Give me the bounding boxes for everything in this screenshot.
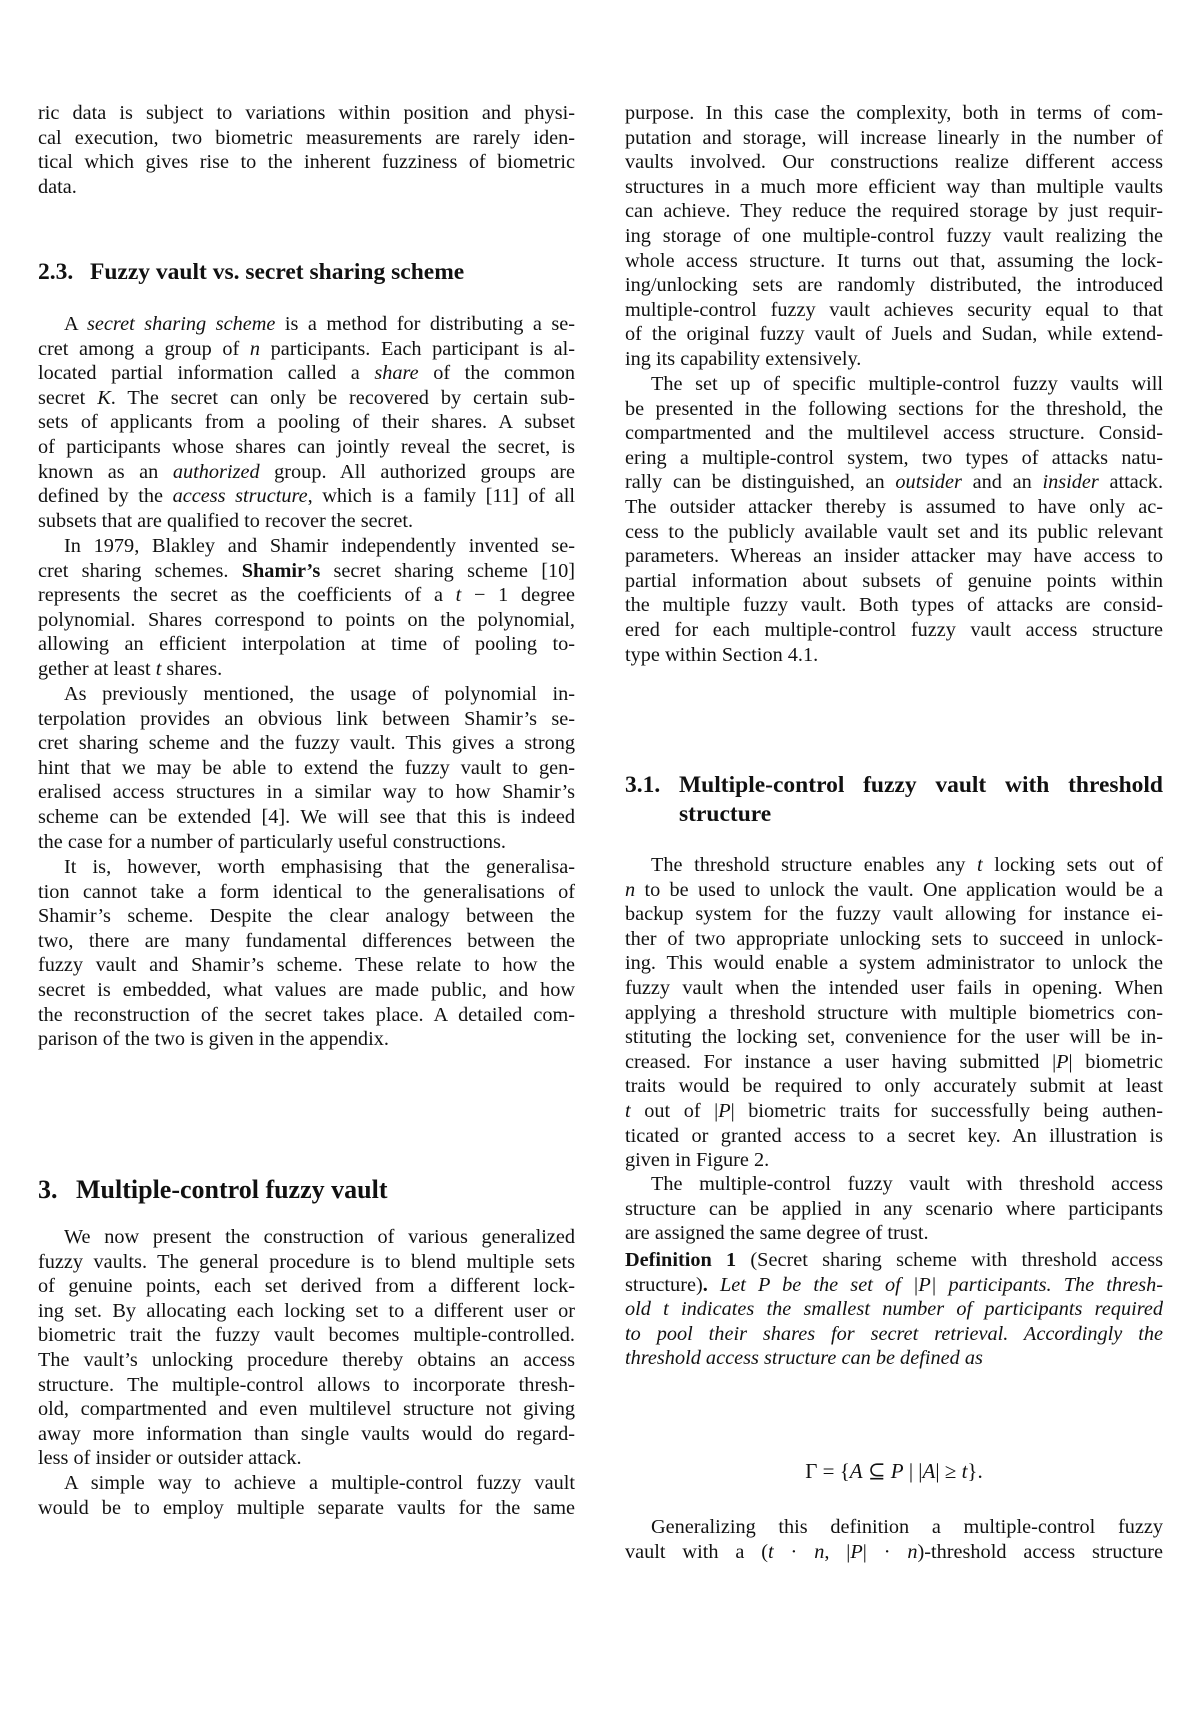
section-title: Multiple-control fuzzy vault with threshold: [679, 772, 1163, 798]
text-run: secret sharing scheme [10]: [320, 559, 575, 582]
text-run: applying a threshold structure with multiple biometrics con-: [625, 1001, 1163, 1024]
text-line: of the original fuzzy vault of Juels and Sudan, while extend-: [625, 323, 1163, 346]
text-run: fuzzy vault when the intended user fails in opening. When: [625, 977, 1163, 999]
text-line: [625, 926, 1163, 953]
italic-text: authorized: [172, 460, 260, 483]
section-number: 3.: [38, 1175, 58, 1204]
text-line: [625, 1049, 1163, 1076]
text-line: [38, 311, 575, 338]
text-line: The multiple-control fuzzy vault with threshold access: [651, 1173, 1163, 1195]
text-run: cret sharing schemes.: [38, 559, 242, 582]
text-run: sets of applicants from a pooling of their shares. A subset: [38, 411, 575, 434]
text-line: [625, 1345, 1163, 1372]
text-line: cal execution, two biometric measurements are rarely iden-: [38, 126, 575, 149]
text-line: [38, 385, 575, 412]
text-line: [625, 1073, 1163, 1100]
text-line: fuzzy vault and Shamir’s scheme. These relate to how the: [38, 954, 575, 977]
text-run: type within Section 4.1.: [625, 643, 819, 666]
italic-text: n: [907, 1540, 918, 1563]
text-run: , |: [824, 1540, 851, 1563]
italic-text: t: [155, 658, 162, 680]
text-line: [625, 494, 1163, 521]
italic-text: P: [850, 1540, 863, 1563]
section-heading: [38, 1175, 387, 1204]
italic-text: t: [976, 854, 983, 876]
text-line: [625, 420, 1163, 447]
text-line: scheme can be extended [4]. We will see that this is indeed: [38, 806, 575, 828]
section-heading: [625, 771, 1163, 829]
text-line: [625, 1272, 1163, 1299]
text-run: rally can be distinguished, an: [625, 471, 896, 494]
text-line: terpolation provides an obvious link between Shamir’s se-: [38, 707, 575, 730]
text-line: [38, 360, 575, 387]
text-line: ing storage of one multiple-control fuzzy vault realizing the: [625, 225, 1163, 247]
text-run: defined by the: [38, 485, 173, 508]
text-run: compartmented and the multilevel access structure. Consid-: [625, 422, 1163, 445]
text-line: structure can be applied in any scenario where participants: [625, 1197, 1163, 1220]
italic-text: Let P be the set of |P| participants. The thresh-: [719, 1273, 1164, 1296]
text-run: given in Figure 2.: [625, 1149, 770, 1172]
italic-text: K: [97, 386, 111, 409]
text-run: subsets that are qualified to recover the secret.: [38, 509, 414, 532]
text-line: [625, 617, 1163, 644]
text-line: can achieve. They reduce the required storage by just requir-: [625, 200, 1163, 223]
italic-text: outsider: [895, 471, 962, 494]
text-run: structure): [625, 1273, 703, 1296]
text-run: Generalizing this definition a multiple-control fuzzy: [651, 1516, 1163, 1538]
text-line: [38, 508, 575, 535]
text-line: cret sharing scheme and the fuzzy vault. This gives a strong: [38, 732, 575, 755]
text-run: ering a multiple-control system, two types of attacks natu-: [625, 446, 1163, 469]
text-line: [625, 1000, 1163, 1027]
text-run: ticated or granted access to a secret key. An illustration is: [625, 1124, 1163, 1147]
text-line: [38, 409, 575, 436]
text-run: of the common: [418, 362, 575, 385]
text-run: The outsider attacker thereby is assumed to have only ac-: [625, 496, 1163, 518]
text-run: ered for each multiple-control fuzzy vault access structure: [625, 619, 1163, 641]
bold-text: Shamir’s: [241, 559, 321, 582]
text-line: [625, 568, 1163, 595]
italic-text: P: [718, 1100, 731, 1122]
text-line: would be to employ multiple separate vaults for the same: [38, 1496, 575, 1519]
italic-text: threshold access structure can be defined as: [625, 1347, 983, 1370]
text-run: shares.: [161, 658, 223, 680]
text-run: The set up of specific multiple-control fuzzy vaults will: [651, 373, 1163, 395]
text-run: polynomial. Shares correspond to points on the polynomial,: [38, 608, 575, 631]
text-line: [625, 877, 1163, 904]
text-run: secret: [38, 386, 98, 409]
italic-text: t: [625, 1100, 631, 1122]
section-heading: [38, 258, 464, 287]
text-run: ·: [773, 1540, 815, 1563]
text-run: is a method for distributing a se-: [275, 313, 575, 335]
text-run: to be used to unlock the vault. One application would be a: [635, 878, 1163, 901]
text-line: structure. The multiple-control allows to incorporate thresh-: [38, 1373, 575, 1396]
italic-text: to pool their shares for secret retrieval. Accordingly the: [625, 1322, 1163, 1345]
text-line: [625, 1024, 1163, 1051]
text-line: [38, 631, 575, 658]
text-run: parameters. Whereas an insider attacker may have access to: [625, 545, 1163, 568]
text-line: [625, 642, 1163, 669]
text-run: . The secret can only be recovered by certain sub-: [110, 386, 575, 409]
italic-text: share: [374, 362, 419, 385]
text-line: [38, 459, 575, 486]
text-line: multiple-control fuzzy vault achieves security equal to that: [625, 298, 1163, 321]
text-line: putation and storage, will increase linearly in the number of: [625, 126, 1163, 149]
text-run: [708, 1274, 720, 1296]
italic-text: n: [625, 878, 636, 901]
text-line: the case for a number of particularly useful constructions.: [38, 830, 506, 853]
text-line: hint that we may be able to extend the fuzzy vault to gen-: [38, 756, 575, 779]
text-line: purpose. In this case the complexity, both in terms of com-: [625, 102, 1163, 124]
text-run: | biometric: [1068, 1050, 1163, 1073]
text-line: [625, 852, 1163, 879]
text-line: old, compartmented and even multilevel structure not giving: [38, 1398, 575, 1421]
text-run: traits would be required to only accurately submit at least: [625, 1075, 1163, 1098]
italic-text: insider: [1042, 471, 1099, 494]
text-run: The threshold structure enables any: [651, 854, 977, 876]
text-line: are assigned the same degree of trust.: [625, 1222, 929, 1245]
italic-text: n: [249, 337, 261, 360]
italic-text: P: [1056, 1050, 1069, 1073]
text-line: [625, 975, 1163, 1002]
text-run: and an: [961, 471, 1043, 494]
text-line: [625, 1539, 1163, 1566]
section-number: 3.1.: [625, 772, 661, 798]
text-line: [625, 1247, 1163, 1274]
text-line: [625, 519, 1163, 546]
text-run: − 1 degree: [461, 584, 575, 607]
text-line: [38, 656, 575, 683]
text-line: [625, 1296, 1163, 1323]
text-line: the reconstruction of the secret takes place. A detailed com-: [38, 1003, 575, 1026]
text-run: cess to the publicly available vault set and its public relevant: [625, 520, 1163, 543]
text-line: A simple way to achieve a multiple-control fuzzy vault: [64, 1472, 575, 1494]
text-line: Shamir’s scheme. Despite the clear analogy between the: [38, 905, 575, 928]
text-run: ing. This would enable a system administrator to unlock the: [625, 952, 1163, 975]
text-line: [625, 1514, 1163, 1541]
text-run: out of |: [630, 1100, 719, 1122]
text-line: [625, 1098, 1163, 1125]
text-line: It is, however, worth emphasising that the generalisa-: [64, 856, 575, 878]
text-run: (Secret sharing scheme with threshold access: [736, 1249, 1163, 1271]
text-line: ing its capability extensively.: [625, 348, 862, 370]
text-line: As previously mentioned, the usage of polynomial in-: [64, 683, 575, 705]
text-line: tical which gives rise to the inherent fuzziness of biometric: [38, 151, 575, 174]
text-line: [625, 950, 1163, 977]
text-line: [625, 396, 1163, 423]
text-line: biometric trait the fuzzy vault becomes multiple-controlled.: [38, 1324, 575, 1347]
text-run: A: [64, 313, 88, 335]
text-line: fuzzy vaults. The general procedure is to blend multiple sets: [38, 1250, 575, 1273]
text-run: group. All authorized groups are: [259, 460, 575, 483]
text-run: | biometric traits for successfully being authen-: [730, 1100, 1163, 1122]
text-run: locking sets out of: [982, 854, 1163, 876]
text-run: In 1979, Blakley and Shamir independently invented se-: [64, 535, 575, 557]
section-title-continued: structure: [679, 801, 772, 827]
text-line: We now present the construction of various generalized: [64, 1226, 575, 1248]
text-run: partial information about subsets of genuine points within: [625, 569, 1163, 592]
text-line: [625, 445, 1163, 472]
text-line: [38, 483, 575, 510]
text-run: | ·: [862, 1540, 908, 1563]
bold-text: Definition 1: [625, 1249, 737, 1271]
text-run: gether at least: [38, 658, 156, 680]
text-run: allowing an efficient interpolation at time of pooling to-: [38, 633, 575, 656]
text-run: cret among a group of: [38, 337, 250, 360]
equation-threshold-access-structure: Γ = {A ⊆ P | |A| ≥ t}.: [805, 1459, 983, 1483]
text-run: participants. Each participant is al-: [260, 337, 575, 360]
italic-text: t: [455, 584, 462, 607]
text-run: , which is a family [11] of all: [307, 485, 575, 508]
text-run: of participants whose shares can jointly reveal the secret, is: [38, 436, 575, 458]
text-line: [625, 1321, 1163, 1348]
text-line: [625, 592, 1163, 619]
text-line: vaults involved. Our constructions realize different access: [625, 151, 1163, 174]
italic-text: old t indicates the smallest number of participants required: [625, 1298, 1163, 1321]
text-line: eralised access structures in a similar way to how Shamir’s: [38, 781, 575, 804]
text-line: two, there are many fundamental differences between the: [38, 929, 575, 952]
text-line: [38, 533, 575, 560]
text-run: located partial information called a: [38, 362, 375, 385]
text-run: be presented in the following sections for the threshold, the: [625, 397, 1163, 420]
text-line: less of insider or outsider attack.: [38, 1447, 302, 1470]
italic-text: access structure: [172, 485, 308, 508]
text-run: ther of two appropriate unlocking sets to succeed in unlock-: [625, 927, 1163, 950]
text-line: [38, 607, 575, 634]
text-line: [625, 543, 1163, 570]
text-line: data.: [38, 175, 77, 198]
text-run: backup system for the fuzzy vault allowing for instance ei-: [625, 903, 1163, 926]
italic-text: n: [814, 1540, 825, 1563]
section-title: Fuzzy vault vs. secret sharing scheme: [90, 259, 465, 285]
italic-text: secret sharing scheme: [87, 313, 276, 335]
text-line: tion cannot take a form identical to the generalisations of: [38, 880, 575, 903]
text-run: stituting the locking set, convenience for the user will be in-: [625, 1026, 1163, 1049]
text-line: ric data is subject to variations within position and physi-: [38, 102, 575, 124]
text-run: the multiple fuzzy vault. Both types of attacks are consid-: [625, 594, 1163, 617]
bold-text: .: [702, 1273, 708, 1296]
text-line: secret is embedded, what values are made public, and how: [38, 979, 575, 1001]
text-run: represents the secret as the coefficients of a: [38, 584, 456, 607]
text-line: parison of the two is given in the appendix.: [38, 1028, 389, 1051]
text-line: ing set. By allocating each locking set to a different user or: [38, 1299, 575, 1322]
text-line: whole access structure. It turns out that, assuming the lock-: [625, 249, 1163, 272]
text-line: [38, 434, 575, 461]
section-title: Multiple-control fuzzy vault: [76, 1175, 388, 1204]
text-run: creased. For instance a user having submitted |: [625, 1050, 1057, 1073]
text-run: known as an: [38, 460, 173, 483]
text-line: [38, 582, 575, 609]
text-line: ing/unlocking sets are randomly distributed, the introduced: [625, 274, 1163, 297]
section-number: 2.3.: [38, 259, 74, 285]
text-line: of genuine points, each set derived from a different lock-: [38, 1275, 575, 1298]
text-line: The vault’s unlocking procedure thereby obtains an access: [38, 1349, 575, 1371]
text-line: [625, 901, 1163, 928]
text-run: vault with a (: [625, 1540, 769, 1563]
text-line: away more information than single vaults would do regard-: [38, 1422, 575, 1445]
text-line: [625, 371, 1163, 398]
text-line: [625, 469, 1163, 496]
text-run: attack.: [1098, 471, 1164, 494]
text-line: [38, 558, 575, 585]
italic-text: t: [768, 1540, 774, 1563]
text-line: [38, 336, 575, 363]
text-line: structures in a much more efficient way than multiple vaults: [625, 175, 1163, 198]
text-line: [625, 1123, 1163, 1150]
text-run: )-threshold access structure: [917, 1540, 1163, 1563]
